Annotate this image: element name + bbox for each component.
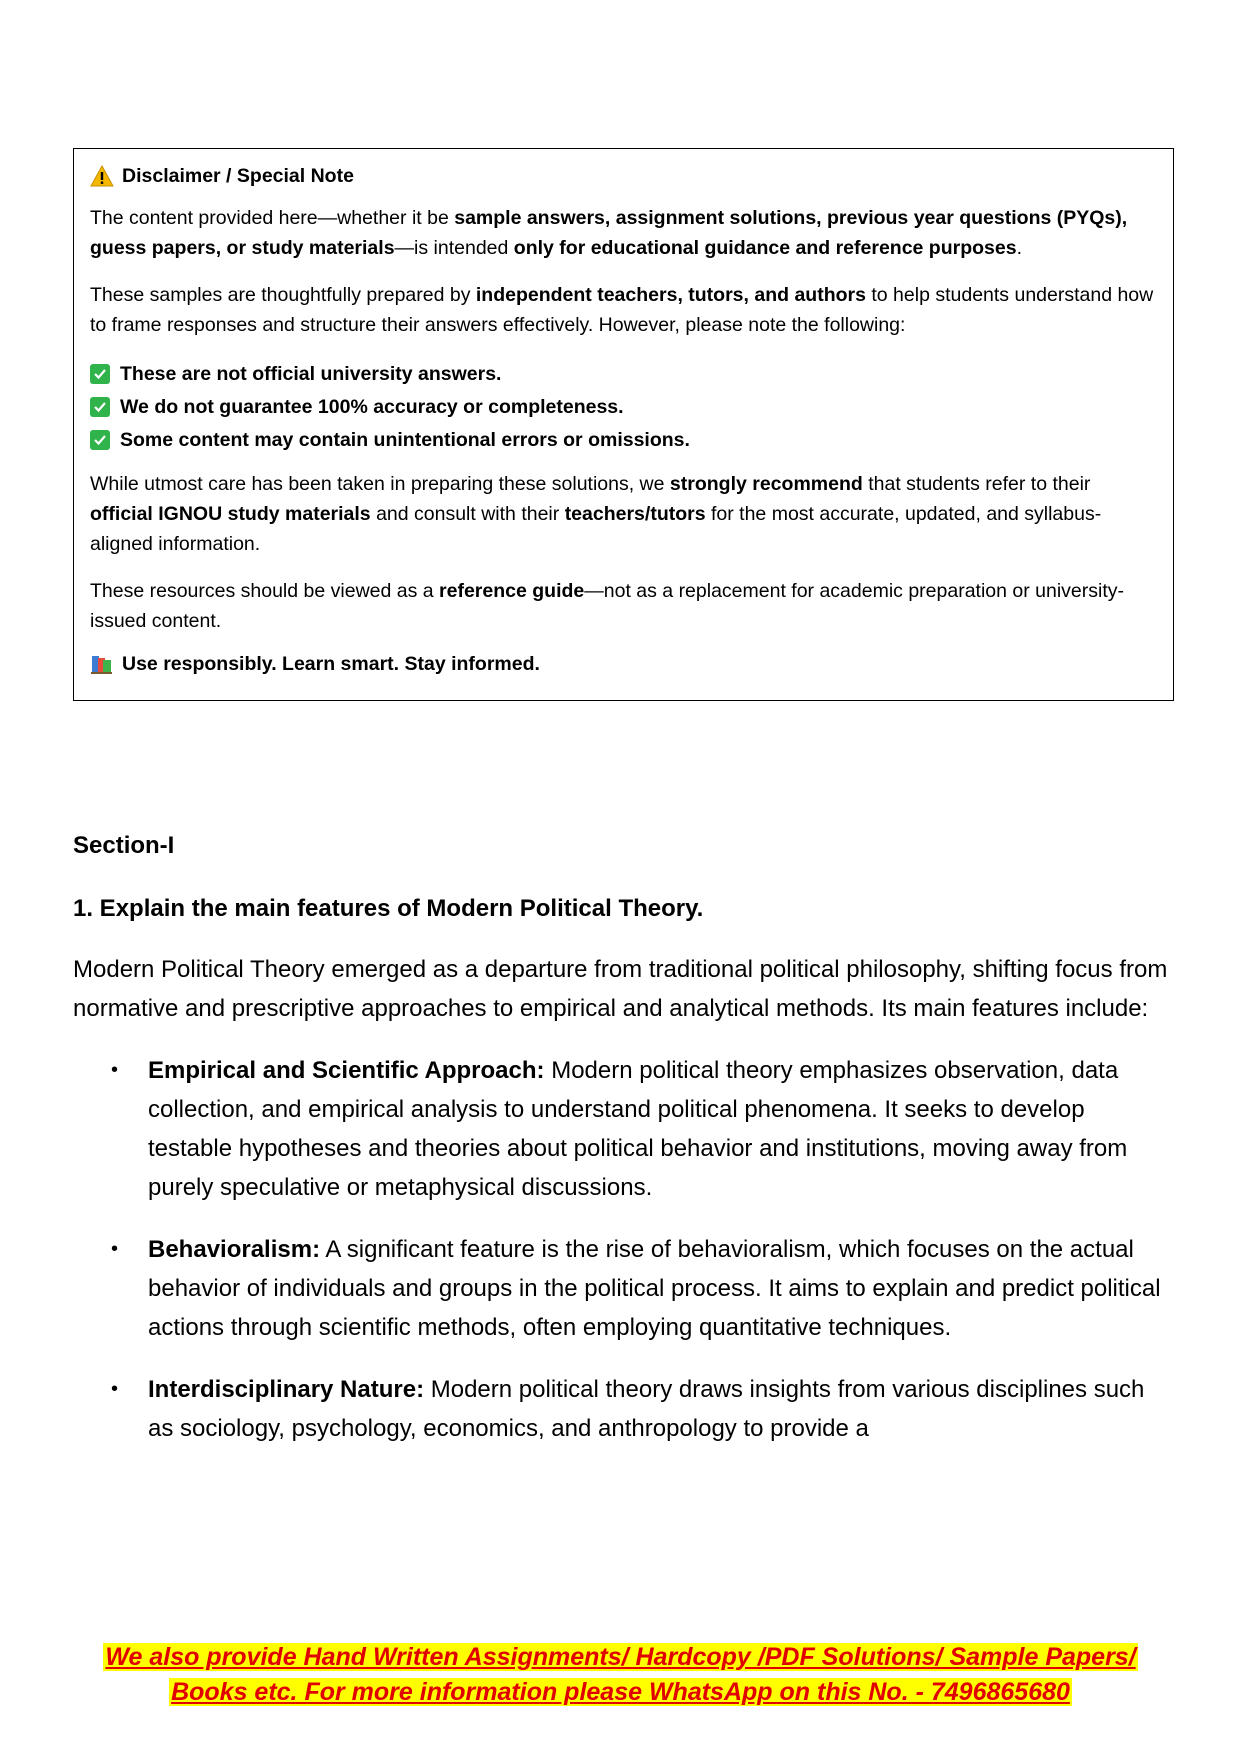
disclaimer-paragraph-3 — [90, 469, 1157, 559]
bold-text: reference guide — [439, 580, 585, 602]
check-item-text: Some content may contain unintentional errors or omissions. — [120, 428, 690, 451]
footer-text: We also provide Hand Written Assignments/ Hardcopy /PDF Solutions/ Sample Papers/ — [105, 1643, 1136, 1671]
question-title: 1. Explain the main features of Modern Political Theory. — [73, 895, 704, 922]
footer-promo — [0, 1640, 1241, 1710]
feature-term: Behavioralism: — [148, 1236, 321, 1263]
feature-text: Modern political theory draws insights from various disciplines such as sociology, psychology, economics, and anthropology to provide a — [148, 1376, 1145, 1442]
check-mark-icon — [90, 397, 110, 417]
list-item — [73, 1230, 1173, 1347]
bullet-icon: • — [111, 1238, 119, 1260]
text: that students refer to their — [862, 473, 1091, 495]
bold-text: teachers/tutors — [564, 503, 706, 525]
bold-text: independent teachers, tutors, and authors — [475, 284, 866, 306]
footer-line-1 — [0, 1640, 1241, 1675]
section-heading: Section-I — [73, 832, 175, 859]
check-item — [90, 357, 1157, 390]
text: to help students understand how to frame responses and structure their answers effectively. However, please note the following: — [90, 284, 1154, 336]
books-icon — [90, 653, 114, 675]
disclaimer-title — [90, 161, 1157, 191]
disclaimer-box — [73, 148, 1174, 701]
intro-paragraph: Modern Political Theory emerged as a departure from traditional political philosophy, shifting focus from normative and prescriptive approaches to empirical and analytical methods. Its main features include: — [73, 956, 1168, 1022]
check-item-text: These are not official university answers. — [120, 362, 502, 385]
text: These resources should be viewed as a — [90, 580, 440, 602]
disclaimer-paragraph-4 — [90, 576, 1157, 636]
footer-line-2 — [0, 1675, 1241, 1710]
text: While utmost care has been taken in preparing these solutions, we — [90, 473, 670, 495]
text: for the most accurate, updated, and syllabus-aligned information. — [90, 503, 1102, 555]
tagline-text: Use responsibly. Learn smart. Stay informed. — [122, 653, 540, 675]
bold-text: strongly recommend — [669, 473, 863, 495]
warning-icon — [90, 165, 114, 187]
check-item — [90, 423, 1157, 456]
features-list — [73, 1051, 1173, 1448]
disclaimer-paragraph-2 — [90, 280, 1157, 340]
text: —not as a replacement for academic preparation or university-issued content. — [90, 580, 1125, 632]
check-list — [90, 357, 1157, 456]
feature-text: A significant feature is the rise of behavioralism, which focuses on the actual behavior of individuals and groups in the political process. It aims to explain and predict political actions through scientific methods, often employing quantitative techniques. — [148, 1236, 1161, 1341]
feature-term: Interdisciplinary Nature: — [148, 1376, 425, 1403]
feature-term: Empirical and Scientific Approach: — [148, 1057, 545, 1084]
bold-text: official IGNOU study materials — [90, 503, 371, 525]
bullet-icon: • — [111, 1378, 119, 1400]
text: . — [1016, 237, 1023, 259]
text: and consult with their — [370, 503, 565, 525]
feature-text: Modern political theory emphasizes observation, data collection, and empirical analysis to understand political phenomena. It seeks to develop testable hypotheses and theories about political behavior and institutions, moving away from purely speculative or metaphysical discussions. — [148, 1057, 1128, 1201]
answer-section — [73, 826, 1173, 1471]
text: The content provided here—whether it be — [90, 207, 455, 229]
check-mark-icon — [90, 430, 110, 450]
check-mark-icon — [90, 364, 110, 384]
list-item — [73, 1051, 1173, 1207]
check-item — [90, 390, 1157, 423]
bold-text: only for educational guidance and reference purposes — [513, 237, 1017, 259]
list-item — [73, 1370, 1173, 1448]
disclaimer-title-text: Disclaimer / Special Note — [122, 165, 354, 187]
bullet-icon: • — [111, 1059, 119, 1081]
text: —is intended — [394, 237, 514, 259]
disclaimer-paragraph-1 — [90, 203, 1157, 263]
disclaimer-tagline — [90, 649, 1157, 679]
bold-text: sample answers, assignment solutions, previous year questions (PYQs), guess papers, or study materials — [90, 207, 1128, 259]
footer-text: Books etc. For more information please WhatsApp on this No. - 7496865680 — [171, 1678, 1070, 1706]
check-item-text: We do not guarantee 100% accuracy or completeness. — [120, 395, 624, 418]
text: These samples are thoughtfully prepared by — [90, 284, 476, 306]
